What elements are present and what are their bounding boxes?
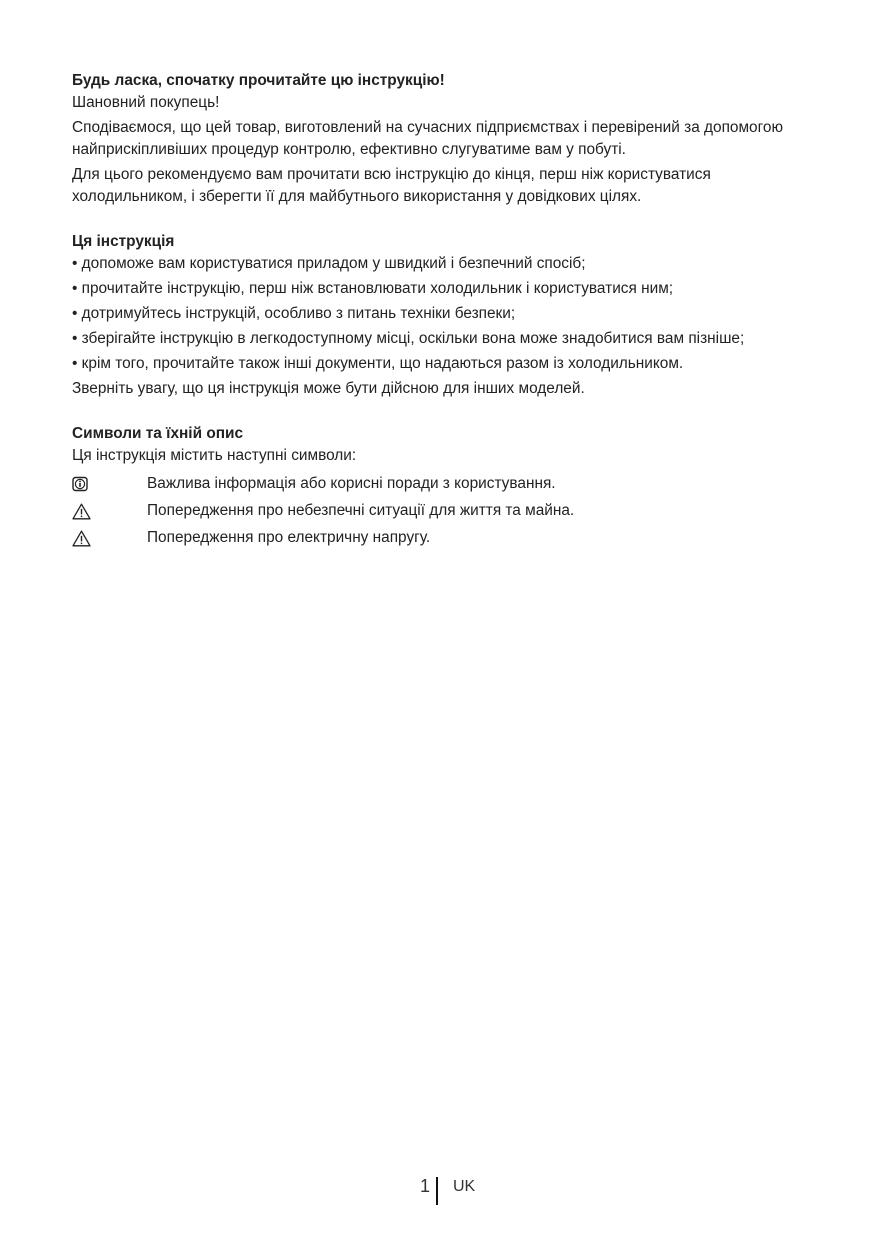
symbol-row-info — [72, 473, 812, 495]
manual-bullet: • допоможе вам користуватися приладом у швидкий і безпечний спосіб; — [72, 255, 586, 272]
intro-paragraph-2: Для цього рекомендуємо вам прочитати всю інструкцію до кінця, перш ніж користуватися холодильником, і зберегти її для майбутнього використання у довідкових цілях. — [72, 166, 711, 205]
footer-divider — [436, 1177, 438, 1205]
intro-heading: Будь ласка, спочатку прочитайте цю інструкцію! — [72, 72, 445, 89]
manual-heading: Ця інструкція — [72, 233, 175, 250]
warning-icon — [72, 500, 147, 522]
symbols-heading: Символи та їхній опис — [72, 425, 244, 442]
symbol-row-electric-warning — [72, 527, 812, 549]
symbols-intro: Ця інструкція містить наступні символи: — [72, 447, 357, 464]
symbol-description: Важлива інформація або корисні поради з користування. — [147, 475, 556, 492]
manual-bullet: • дотримуйтесь інструкцій, особливо з питань техніки безпеки; — [72, 305, 516, 322]
intro-paragraph-1: Сподіваємося, що цей товар, виготовлений на сучасних підприємствах і перевірений за допомогою найприскіпливіших процедур контролю, ефективно слугуватиме вам у побуті. — [72, 119, 783, 158]
section-spacer — [72, 211, 812, 231]
symbol-description: Попередження про електричну напругу. — [147, 529, 431, 546]
page-number: 1 — [419, 1176, 430, 1196]
manual-note: Зверніть увагу, що ця інструкція може бути дійсною для інших моделей. — [72, 380, 585, 397]
manual-bullet: • зберігайте інструкцію в легкодоступному місці, оскільки вона може знадобитися вам пізніше; — [72, 330, 745, 347]
symbol-row-warning — [72, 500, 812, 522]
language-code: UK — [453, 1178, 476, 1195]
warning-icon — [72, 527, 147, 549]
info-icon — [72, 473, 147, 495]
document-body — [72, 70, 812, 554]
section-spacer — [72, 403, 812, 423]
manual-bullet: • прочитайте інструкцію, перш ніж встановлювати холодильник і користуватися ним; — [72, 280, 674, 297]
manual-bullet: • крім того, прочитайте також інші документи, що надаються разом із холодильником. — [72, 355, 684, 372]
intro-greeting: Шановний покупець! — [72, 94, 220, 111]
page-footer — [0, 1174, 875, 1208]
symbol-description: Попередження про небезпечні ситуації для життя та майна. — [147, 502, 575, 519]
